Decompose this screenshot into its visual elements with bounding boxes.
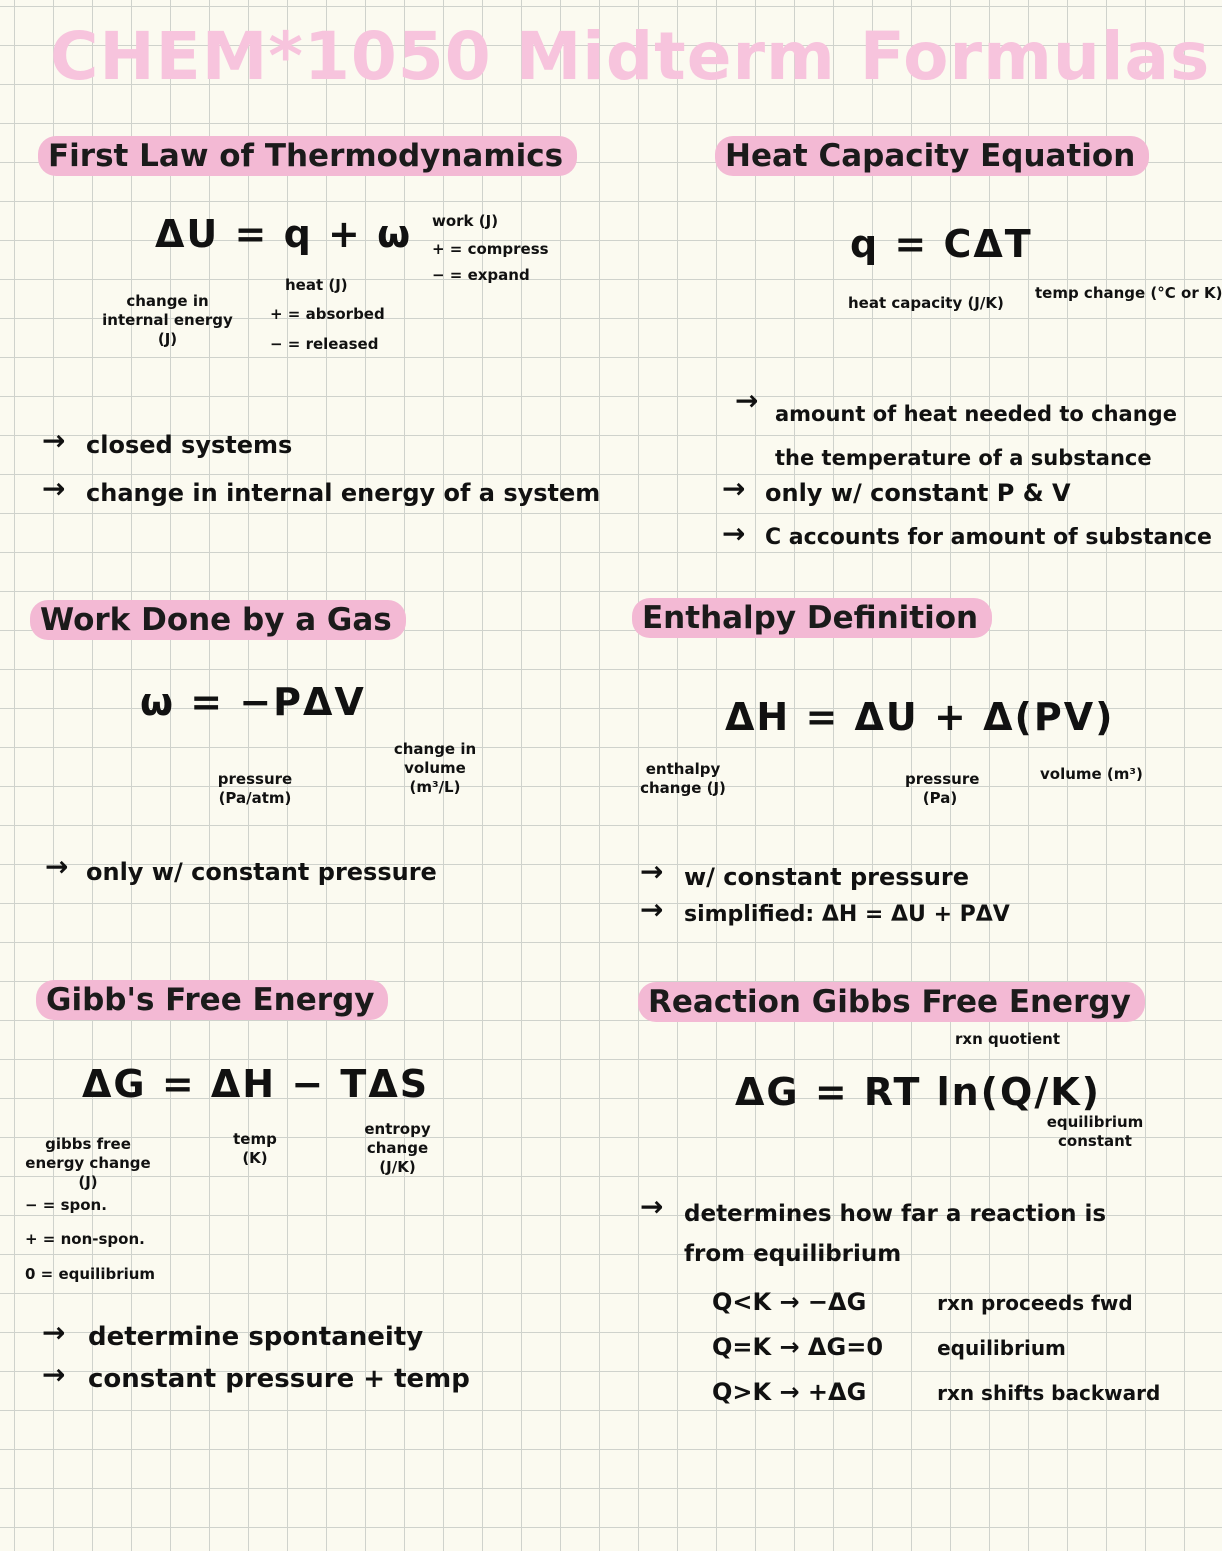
note-enthalpy-2: simplified: ΔH = ΔU + PΔV: [684, 902, 1010, 927]
annotation-change-internal-energy: change in internal energy (J): [102, 292, 233, 348]
note-work-gas-1: only w/ constant pressure: [86, 858, 437, 886]
note-enthalpy-1: w/ constant pressure: [684, 863, 970, 891]
equation-gibbs: ΔG = ΔH − TΔS: [82, 1062, 430, 1106]
annotation-volume: volume (m³): [1040, 765, 1143, 783]
comparison-list: [712, 1280, 1160, 1415]
comparison-condition: Q=K → ΔG=0: [712, 1333, 884, 1361]
arrow-icon: →: [722, 517, 746, 550]
comparison-row: [712, 1370, 1160, 1415]
arrow-icon: →: [640, 855, 664, 888]
heading-work-gas: Work Done by a Gas: [30, 600, 406, 640]
arrow-icon: →: [42, 1358, 66, 1391]
annotation-pressure: pressure (Pa): [905, 770, 980, 807]
equation-first-law: ΔU = q + ω: [155, 212, 413, 256]
arrow-icon: →: [722, 472, 746, 505]
note-first-law-1: closed systems: [86, 431, 293, 459]
comparison-condition: Q>K → +ΔG: [712, 1378, 867, 1406]
comparison-description: equilibrium: [937, 1336, 1066, 1360]
heading-enthalpy: Enthalpy Definition: [632, 598, 992, 638]
annotation-temp-change: temp change (°C or K): [1035, 284, 1222, 302]
note-gibbs-1: determine spontaneity: [88, 1322, 424, 1352]
note-heat-capacity-1: amount of heat needed to change the temperature of a substance: [775, 402, 1177, 470]
annotation-heat-plus: + = absorbed: [270, 305, 385, 323]
arrow-icon: →: [42, 424, 66, 457]
annotation-gibbs-positive: + = non-spon.: [25, 1230, 145, 1248]
annotation-equilibrium-constant: equilibrium constant: [1046, 1113, 1144, 1150]
arrow-icon: →: [42, 472, 66, 505]
arrow-icon: →: [640, 893, 664, 926]
arrow-icon: →: [735, 384, 759, 417]
annotation-entropy-change: entropy change (J/K): [364, 1120, 431, 1176]
annotation-gibbs-negative: − = spon.: [25, 1196, 107, 1214]
equation-reaction-gibbs: ΔG = RT ln(Q/K): [735, 1070, 1102, 1114]
annotation-temp: temp (K): [233, 1130, 277, 1167]
annotation-gibbs-change: gibbs free energy change (J): [25, 1135, 151, 1191]
annotation-heat-minus: − = released: [270, 335, 379, 353]
annotation-rxn-quotient: rxn quotient: [955, 1030, 1061, 1048]
equation-enthalpy: ΔH = ΔU + Δ(PV): [725, 695, 1115, 739]
annotation-heat-capacity: heat capacity (J/K): [848, 294, 1004, 312]
comparison-row: [712, 1280, 1160, 1325]
page-title: CHEM*1050 Midterm Formulas: [50, 18, 1211, 95]
comparison-condition: Q<K → −ΔG: [712, 1288, 867, 1316]
annotation-work-plus: + = compress: [432, 240, 549, 258]
comparison-description: rxn shifts backward: [937, 1381, 1161, 1405]
annotation-pressure: pressure (Pa/atm): [217, 770, 293, 807]
heading-first-law: First Law of Thermodynamics: [38, 136, 577, 176]
note-first-law-2: change in internal energy of a system: [86, 479, 601, 507]
annotation-work: work (J): [432, 212, 499, 230]
arrow-icon: →: [42, 1316, 66, 1349]
annotation-volume-change: change in volume (m³/L): [393, 740, 477, 796]
heading-reaction-gibbs: Reaction Gibbs Free Energy: [638, 982, 1145, 1022]
arrow-icon: →: [45, 850, 69, 883]
note-reaction-gibbs-1: determines how far a reaction is from equilibrium: [684, 1201, 1107, 1267]
comparison-description: rxn proceeds fwd: [937, 1291, 1133, 1315]
equation-heat-capacity: q = CΔT: [850, 222, 1033, 266]
heading-heat-capacity: Heat Capacity Equation: [715, 136, 1149, 176]
arrow-icon: →: [640, 1190, 664, 1223]
annotation-enthalpy-change: enthalpy change (J): [640, 760, 726, 797]
note-heat-capacity-2: only w/ constant P & V: [765, 479, 1071, 507]
note-heat-capacity-3: C accounts for amount of substance: [765, 525, 1212, 550]
annotation-gibbs-zero: 0 = equilibrium: [25, 1265, 156, 1283]
heading-gibbs: Gibb's Free Energy: [36, 980, 388, 1020]
equation-work-gas: ω = −PΔV: [140, 680, 366, 724]
note-gibbs-2: constant pressure + temp: [88, 1364, 470, 1394]
annotation-work-minus: − = expand: [432, 266, 530, 284]
comparison-row: [712, 1325, 1160, 1370]
annotation-heat: heat (J): [285, 276, 348, 294]
